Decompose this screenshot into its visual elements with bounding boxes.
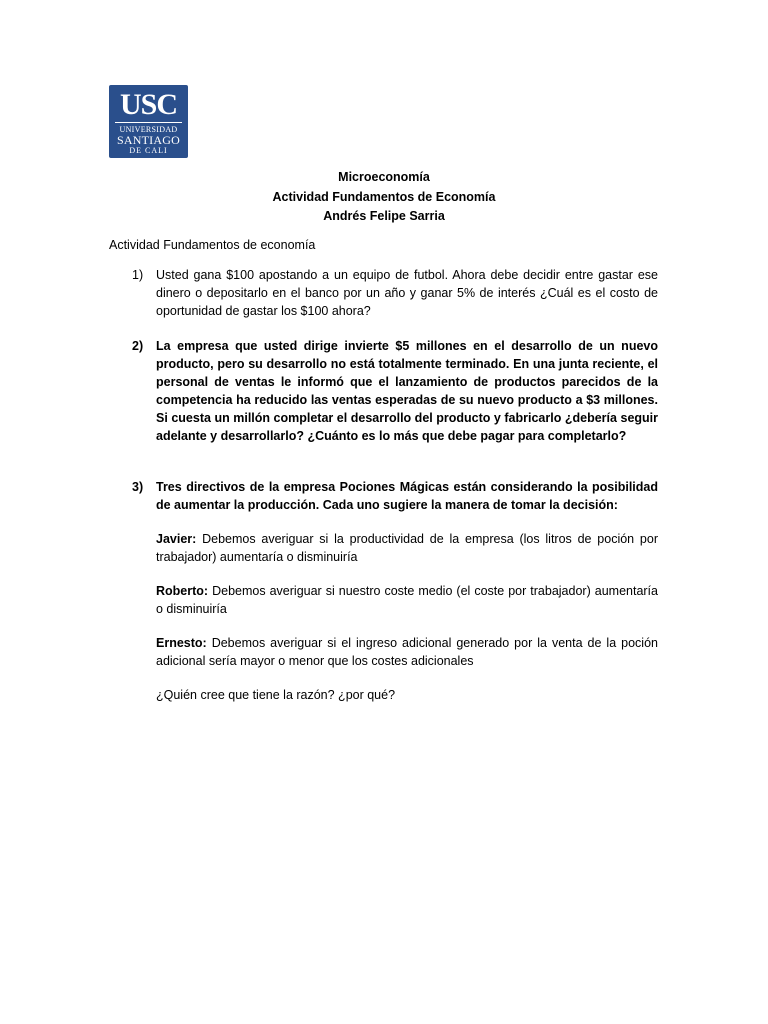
section-title: Actividad Fundamentos de economía (109, 238, 316, 252)
course-title: Microeconomía (338, 170, 430, 184)
question-number: 2) (132, 339, 144, 353)
author-name: Andrés Felipe Sarria (323, 209, 445, 223)
logo-line-1: UNIVERSIDAD (119, 125, 178, 134)
opinion-javier (156, 530, 658, 566)
question-text: La empresa que usted dirige invierte $5 millones en el desarrollo de un nuevo producto, pero su desarrollo no está totalmente terminado. En una junta reciente, el personal de ventas le informó que el lanzamiento de productos parecidos de la competencia ha reducido las ventas esperadas de su nuevo producto a $3 millones. Si cuesta un millón completar el desarrollo del producto y fabricarlo ¿debería seguir adelante y desarrollarlo? ¿Cuánto es lo más que debe pagar para completarlo? (156, 339, 658, 443)
opinion-name: Javier: (156, 532, 197, 546)
opinion-ernesto (156, 634, 658, 670)
document-header (0, 168, 768, 227)
logo-line-2: SANTIAGO (117, 133, 180, 147)
logo-line-3: DE CALI (129, 146, 168, 155)
question-1 (132, 266, 658, 320)
opinion-text: Debemos averiguar si la productividad de la empresa (los litros de poción por trabajador) aumentaría o disminuiría (156, 532, 658, 564)
opinion-text: Debemos averiguar si el ingreso adicional generado por la venta de la poción adicional sería mayor o menor que los costes adicionales (156, 636, 658, 668)
question-text: Tres directivos de la empresa Pociones Mágicas están considerando la posibilidad de aumentar la producción. Cada uno sugiere la manera de tomar la decisión: (156, 480, 658, 512)
activity-title: Actividad Fundamentos de Economía (272, 189, 496, 204)
logo-abbreviation: USC (119, 88, 177, 121)
opinion-name: Roberto: (156, 584, 209, 598)
opinion-name: Ernesto: (156, 636, 207, 650)
question-number: 3) (132, 480, 144, 494)
question-3 (132, 478, 658, 704)
closing-question: ¿Quién cree que tiene la razón? ¿por qué? (156, 688, 396, 702)
opinion-roberto (156, 582, 658, 618)
opinion-text: Debemos averiguar si nuestro coste medio (el coste por trabajador) aumentaría o disminuiría (156, 584, 658, 616)
question-number: 1) (132, 268, 144, 282)
question-text: Usted gana $100 apostando a un equipo de futbol. Ahora debe decidir entre gastar ese dinero o depositarlo en el banco por un año y ganar 5% de interés ¿Cuál es el costo de oportunidad de gastar los $100 ahora? (156, 268, 658, 318)
logo-divider (115, 122, 182, 123)
question-2 (132, 337, 658, 445)
university-logo (109, 85, 188, 158)
